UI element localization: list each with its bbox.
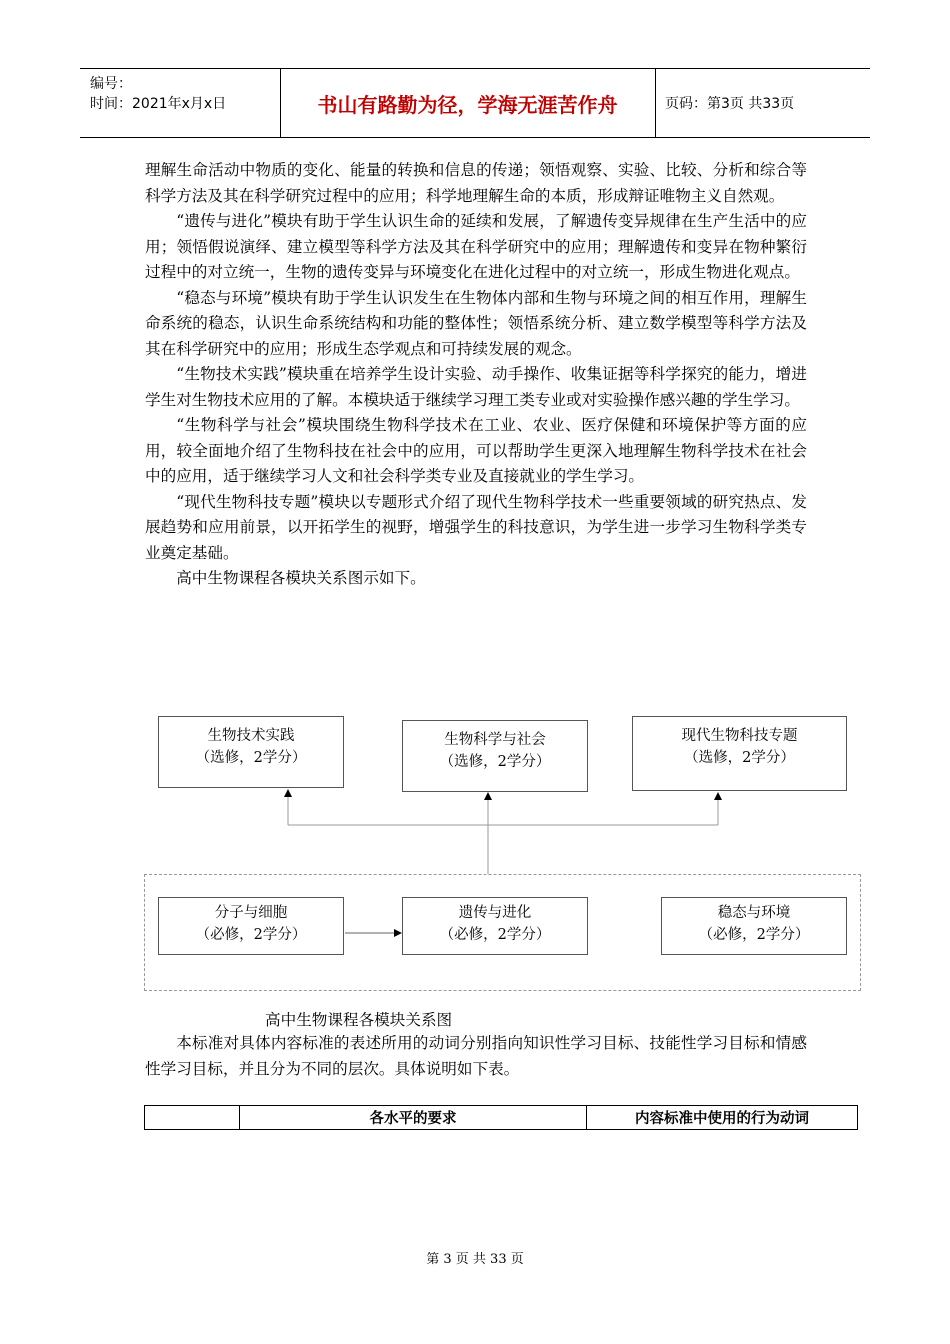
module-box-molecule-cell — [158, 897, 344, 955]
module-title: 生物技术实践 — [207, 728, 295, 744]
table-header-cell — [145, 1106, 240, 1129]
module-title: 生物科学与社会 — [444, 732, 546, 748]
diagram-caption: 高中生物课程各模块关系图 — [265, 1011, 453, 1029]
module-title: 现代生物科技专题 — [681, 728, 798, 744]
module-title: 稳态与环境 — [717, 905, 791, 921]
paragraph: “生物技术实践”模块重在培养学生设计实验、动手操作、收集证据等科学探究的能力，增进学生对生物技术应用的了解。本模块适于继续学习理工类专业或对实验操作感兴趣的学生学习。 — [145, 365, 807, 409]
module-credit: （选修，2学分） — [439, 754, 551, 770]
paragraph: 本标准对具体内容标准的表述所用的动词分别指向知识性学习目标、技能性学习目标和情感性学习目标，并且分为不同的层次。具体说明如下表。 — [145, 1034, 807, 1078]
module-credit: （必修，2学分） — [439, 927, 551, 943]
module-title: 遗传与进化 — [458, 905, 532, 921]
paragraph: “现代生物科技专题”模块以专题形式介绍了现代生物科学技术一些重要领域的研究热点、发展趋势和应用前景，以开拓学生的视野，增强学生的科技意识，为学生进一步学习生物科学类专业奠定基础。 — [145, 492, 807, 562]
paragraph: 理解生命活动中物质的变化、能量的转换和信息的传递；领悟观察、实验、比较、分析和综合等科学方法及其在科学研究过程中的应用；科学地理解生命的本质，形成辩证唯物主义自然观。 — [145, 161, 807, 205]
module-title: 分子与细胞 — [214, 905, 288, 921]
module-credit: （必修，2学分） — [698, 927, 810, 943]
paragraph: 高中生物课程各模块关系图示如下。 — [176, 569, 426, 587]
doc-date-label: 时间：2021年x月x日 — [90, 96, 227, 112]
module-box-biotech-practice — [158, 716, 344, 788]
after-diagram-text — [145, 1030, 807, 1082]
module-box-bio-society — [402, 720, 588, 792]
header-motto: 书山有路勤为径，学海无涯苦作舟 — [280, 69, 656, 137]
module-credit: （必修，2学分） — [195, 927, 307, 943]
table-header-cell: 各水平的要求 — [240, 1106, 587, 1129]
paragraph: “生物科学与社会”模块围绕生物科学技术在工业、农业、医疗保健和环境保护等方面的应用，较全面地介绍了生物科技在社会中的应用，可以帮助学生更深入地理解生物科学技术在社会中的应用，适于继续学习人文和社会科学类专业及直接就业的学生学习。 — [145, 416, 807, 485]
module-credit: （选修，2学分） — [195, 750, 307, 766]
doc-number-label: 编号： — [90, 76, 132, 92]
module-box-modern-biotech — [632, 716, 847, 791]
module-box-homeostasis-environment — [661, 897, 847, 955]
paragraph: “遗传与进化”模块有助于学生认识生命的延续和发展，了解遗传变异规律在生产生活中的应用；领悟假说演绎、建立模型等科学方法及其在科学研究中的应用；理解遗传和变异在物种繁衍过程中的对立统一，生物的遗传变异与环境变化在进化过程中的对立统一，形成生物进化观点。 — [145, 212, 807, 281]
verb-table — [144, 1105, 858, 1130]
header-page-label: 页码：第3页 共33页 — [665, 96, 795, 112]
module-box-heredity-evolution — [402, 897, 588, 955]
table-header-cell: 内容标准中使用的行为动词 — [635, 1111, 809, 1127]
page-footer: 第 3 页 共 33 页 — [426, 1252, 524, 1267]
module-credit: （选修，2学分） — [684, 750, 795, 766]
paragraph: “稳态与环境”模块有助于学生认识发生在生物体内部和生物与环境之间的相互作用，理解生命系统的稳态，认识生命系统结构和功能的整体性；领悟系统分析、建立数学模型等科学方法及其在科学研究中的应用；形成生态学观点和可持续发展的观念。 — [145, 288, 807, 358]
